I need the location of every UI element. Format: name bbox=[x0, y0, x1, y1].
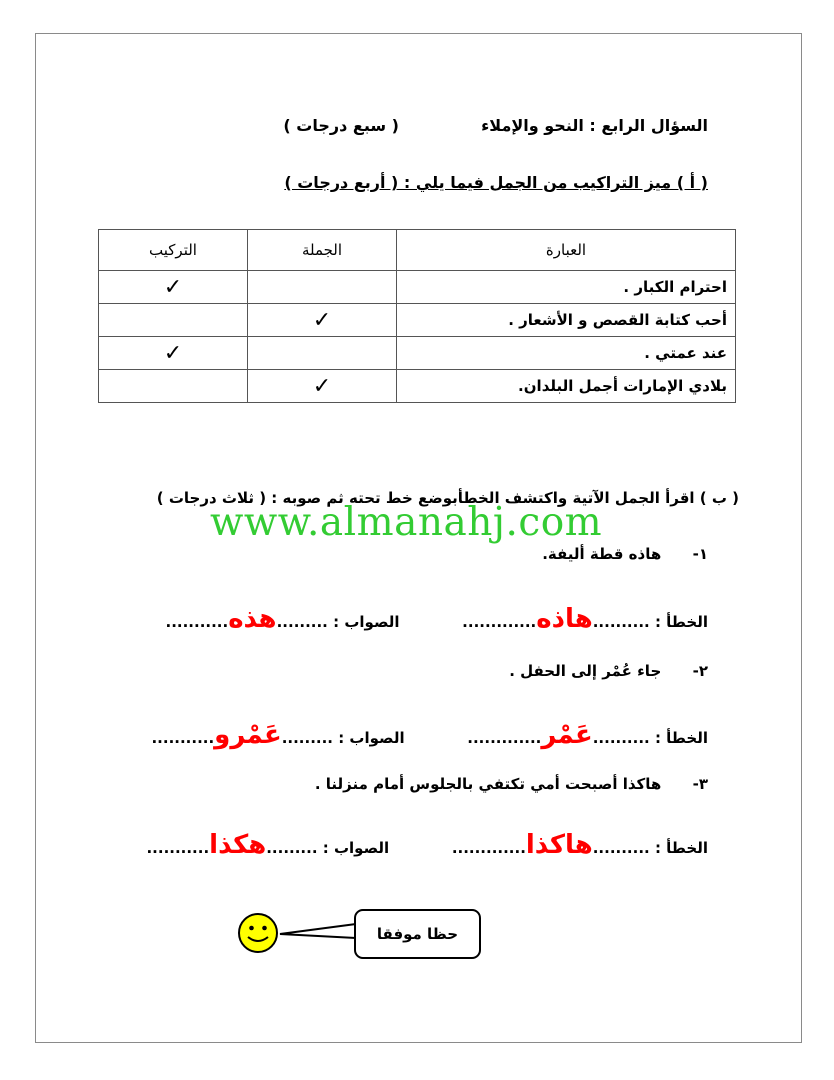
sentence-text: هاكذا أصبحت أمي تكتفي بالجلوس أمام منزلنا . bbox=[314, 775, 662, 793]
correct-dots: ........... bbox=[146, 839, 210, 857]
table-row bbox=[99, 304, 736, 337]
header-sentence: الجملة bbox=[248, 230, 397, 271]
sentence-check-cell bbox=[248, 337, 397, 370]
item-3-answer-line bbox=[146, 830, 708, 860]
item-number: ٣- bbox=[692, 775, 708, 793]
question-title: السؤال الرابع : النحو والإملاء bbox=[481, 116, 708, 135]
table-row bbox=[99, 271, 736, 304]
question-marks: ( سبع درجات ) bbox=[283, 116, 399, 135]
phrase-cell: بلادي الإمارات أجمل البلدان. bbox=[397, 370, 736, 403]
part-b-heading: ( ب ) اقرأ الجمل الآتية واكتشف الخطأبوضع خط تحته ثم صوبه : ( ثلاث درجات ) bbox=[156, 489, 739, 507]
phrase-cell: أحب كتابة القصص و الأشعار . bbox=[397, 304, 736, 337]
header-phrase: العبارة bbox=[397, 230, 736, 271]
item-2-answer-line bbox=[151, 720, 708, 750]
correct-label: الصواب : ......... bbox=[281, 729, 405, 747]
part-a-heading: ( أ ) ميز التراكيب من الجمل فيما يلي : ( أربع درجات ) bbox=[284, 173, 708, 192]
error-dots: ............. bbox=[462, 613, 537, 631]
smiley-icon bbox=[237, 912, 279, 954]
composition-check-cell bbox=[99, 304, 248, 337]
composition-check-cell: ✓ bbox=[99, 271, 248, 304]
correct-word: هذه bbox=[228, 604, 277, 634]
table-row bbox=[99, 370, 736, 403]
correct-word: عَمْرو bbox=[214, 720, 282, 750]
correct-dots: ........... bbox=[151, 729, 215, 747]
error-word: عَمْر bbox=[541, 720, 593, 750]
sentence-check-cell: ✓ bbox=[248, 304, 397, 337]
error-label: الخطأ : .......... bbox=[592, 839, 708, 857]
correct-dots: ........... bbox=[165, 613, 229, 631]
item-3-sentence bbox=[315, 775, 708, 793]
correct-label: الصواب : ......... bbox=[276, 613, 400, 631]
correct-word: هكذا bbox=[209, 830, 267, 860]
error-label: الخطأ : .......... bbox=[592, 729, 708, 747]
sentence-check-cell bbox=[248, 271, 397, 304]
error-label: الخطأ : .......... bbox=[592, 613, 708, 631]
sentence-check-cell: ✓ bbox=[248, 370, 397, 403]
speech-bubble bbox=[354, 909, 481, 959]
item-number: ٢- bbox=[692, 662, 708, 680]
error-word: هاكذا bbox=[525, 830, 593, 860]
error-dots: ............. bbox=[451, 839, 526, 857]
composition-check-cell: ✓ bbox=[99, 337, 248, 370]
error-dots: ............. bbox=[467, 729, 542, 747]
sentence-text: هاذه قطة أليفة. bbox=[542, 545, 662, 563]
sentence-text: جاء عُمْر إلى الحفل . bbox=[509, 662, 662, 680]
item-1-sentence bbox=[542, 545, 708, 563]
item-number: ١- bbox=[692, 545, 708, 563]
table-header-row bbox=[99, 230, 736, 271]
table-row bbox=[99, 337, 736, 370]
phrase-cell: عند عمتي . bbox=[397, 337, 736, 370]
phrase-cell: احترام الكبار . bbox=[397, 271, 736, 304]
header-composition: التركيب bbox=[99, 230, 248, 271]
composition-check-cell bbox=[99, 370, 248, 403]
classification-table bbox=[98, 229, 736, 403]
bubble-text: حظا موفقا bbox=[376, 925, 459, 943]
item-1-answer-line bbox=[166, 604, 709, 634]
item-2-sentence bbox=[509, 662, 708, 680]
correct-label: الصواب : ......... bbox=[266, 839, 390, 857]
error-word: هاذه bbox=[536, 604, 593, 634]
watermark: www.almanahj.com bbox=[210, 500, 603, 545]
bubble-tail bbox=[278, 920, 358, 944]
